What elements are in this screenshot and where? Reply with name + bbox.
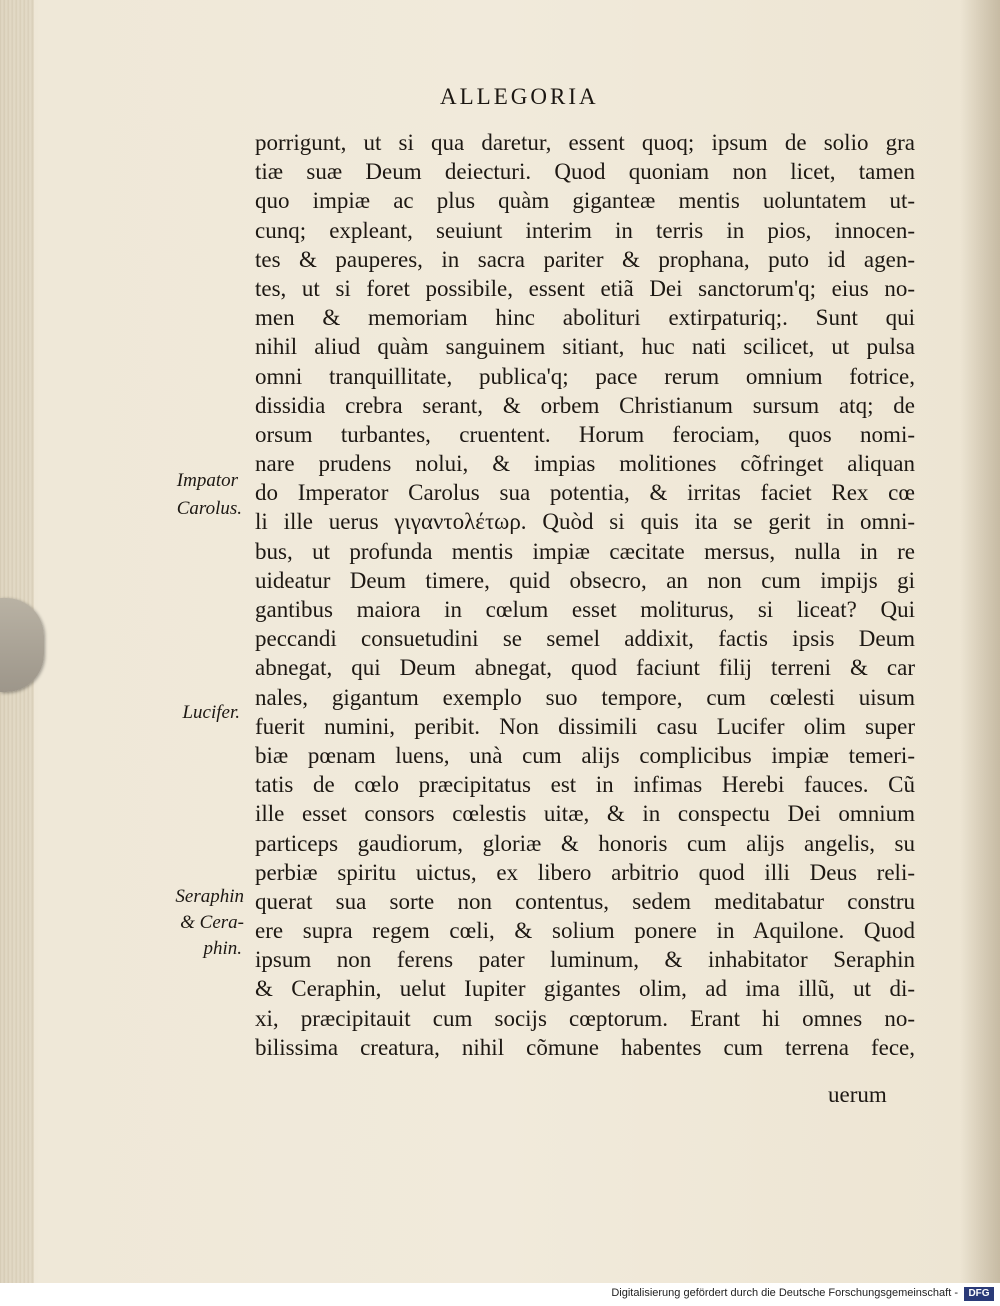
text-line: fuerit numini, peribit. Non dissimili casu Lucifer olim super (255, 713, 915, 739)
marginal-note-impator: Impator (176, 470, 238, 491)
text-line: cunq; expleant, seuiunt interim in terris in pios, innocen- (255, 217, 915, 243)
text-line: ipsum non ferens pater luminum, & inhabitator Seraphin (255, 947, 915, 973)
footer-bar (0, 1283, 1000, 1306)
text-line: nales, gigantum exemplo suo tempore, cum cœlesti uisum (255, 684, 915, 710)
text-line: nare prudens nolui, & impias molitiones cõfringet aliquan (255, 451, 915, 477)
text-line: bilissima creatura, nihil cõmune habentes cum terrena fece, (255, 1034, 915, 1060)
text-line: li ille uerus γιγαντολέτωρ. Quòd si quis ita se gerit in omni- (255, 509, 915, 535)
text-line: ere supra regem cœli, & solium ponere in Aquilone. Quod (255, 918, 915, 944)
marginal-note-lucifer: Lucifer. (182, 702, 240, 723)
text-line: tatis de cœlo præcipitatus est in infimas Herebi fauces. Cũ (255, 772, 915, 798)
text-line: gantibus maiora in cœlum esset moliturus, si liceat? Qui (255, 597, 915, 622)
text-line: tiæ suæ Deum deiecturi. Quod quoniam non licet, tamen (255, 159, 915, 185)
book-clip (0, 598, 44, 692)
text-line: abnegat, qui Deum abnegat, quod faciunt filij terreni & car (255, 655, 915, 681)
marginal-note-seraphin: Seraphin (175, 886, 244, 907)
text-line: nihil aliud quàm sanguinem sitiant, huc nati scilicet, ut pulsa (255, 334, 915, 360)
marginal-note-phin: phin. (203, 938, 242, 959)
marginal-note-carolus: Carolus. (176, 498, 242, 519)
text-line: perbiæ spiritu uictus, ex libero arbitrio quod illi Deus reli- (255, 859, 915, 885)
text-line: dissidia crebra serant, & orbem Christianum sursum atq; de (255, 392, 915, 418)
running-head: ALLEGORIA (440, 84, 599, 109)
body-text (255, 128, 915, 1062)
text-line: biæ pœnam luens, unà cum alijs complicibus impiæ temeri- (255, 742, 915, 768)
catchword: uerum (828, 1082, 887, 1107)
text-line: omni tranquillitate, publica'q; pace rerum omnium fotrice, (255, 363, 915, 389)
text-line: tes, ut si foret possibile, essent etiã Dei sanctorum'q; eius no- (255, 275, 915, 301)
footer-credit: Digitalisierung gefördert durch die Deutsche Forschungsgemeinschaft - (611, 1287, 958, 1299)
text-line: men & memoriam hinc abolituri extirpaturiq;. Sunt qui (255, 305, 915, 331)
text-line: querat sua sorte non contentus, sedem meditabatur constru (255, 888, 915, 914)
text-line: particeps gaudiorum, gloriæ & honoris cum alijs angelis, su (255, 830, 915, 856)
gutter-shadow (960, 0, 1000, 1283)
text-line: orsum turbantes, cruentent. Horum ferociam, quos nomi- (255, 421, 915, 447)
dfg-logo: DFG (964, 1287, 994, 1301)
text-line: ille esset consors cœlestis uitæ, & in conspectu Dei omnium (255, 801, 915, 827)
text-line: tes & pauperes, in sacra pariter & prophana, puto id agen- (255, 246, 915, 272)
text-line: quo impiæ ac plus quàm giganteæ mentis uoluntatem ut- (255, 188, 915, 214)
marginal-note-et-cera: & Cera- (180, 912, 244, 933)
text-line: porrigunt, ut si qua daretur, essent quoq; ipsum de solio gra (255, 130, 915, 155)
text-line: peccandi consuetudini se semel addixit, factis ipsis Deum (255, 626, 915, 652)
text-line: xi, præcipitauit cum socijs cœptorum. Erant hi omnes no- (255, 1005, 915, 1031)
text-line: & Ceraphin, uelut Iupiter gigantes olim, ad ima illũ, ut di- (255, 976, 915, 1002)
text-line: uideatur Deum timere, quid obsecro, an non cum impijs gi (255, 567, 915, 593)
text-line: do Imperator Carolus sua potentia, & irritas faciet Rex cœ (255, 480, 915, 506)
text-line: bus, ut profunda mentis impiæ cæcitate mersus, nulla in re (255, 538, 915, 564)
